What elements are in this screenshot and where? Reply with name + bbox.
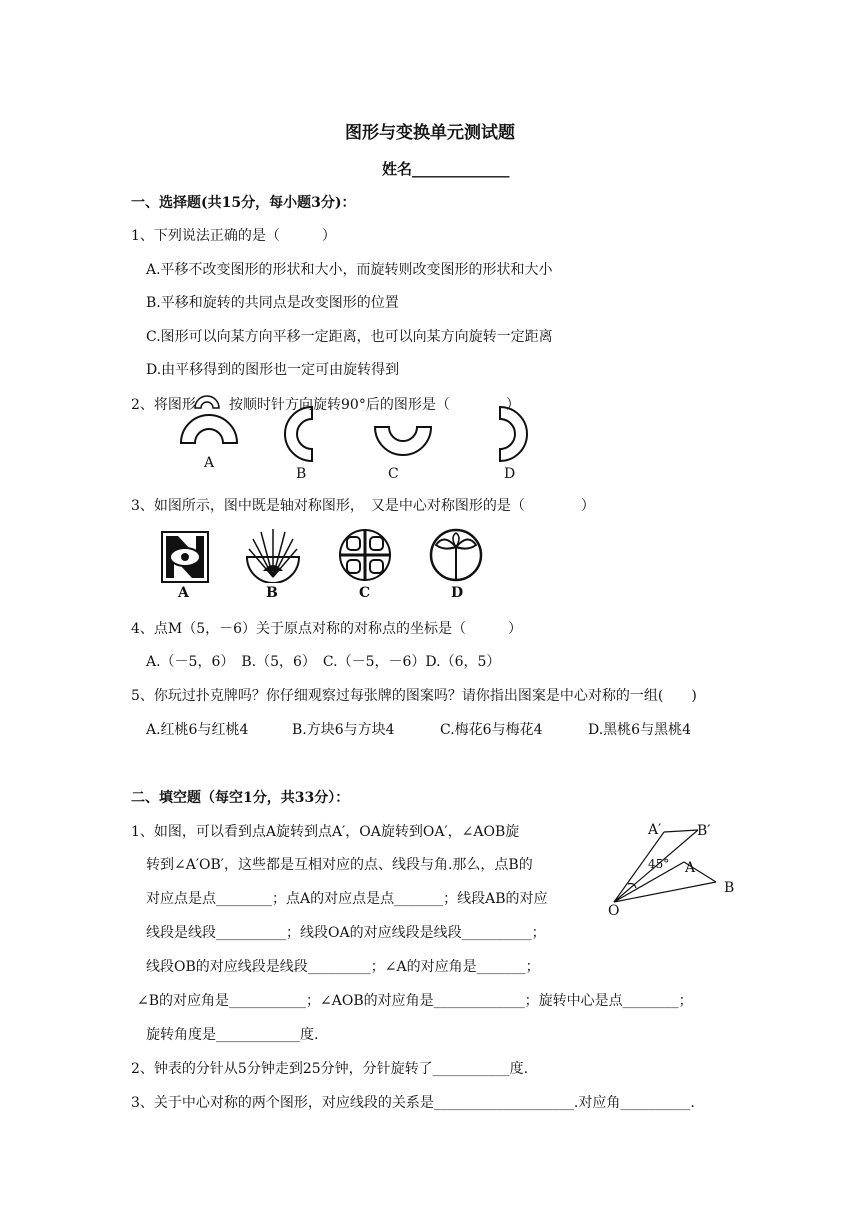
- q1-option-d: D.由平移得到的图形也一定可由旋转得到: [146, 362, 400, 378]
- s2-q3: 3、关于中心对称的两个图形，对应线段的关系是____________________.对应角__________.: [131, 1095, 695, 1111]
- q1-option-b: B.平移和旋转的共同点是改变图形的位置: [146, 295, 399, 311]
- q2-option-c-figure: [373, 425, 433, 457]
- q1-option-c: C.图形可以向某方向平移一定距离，也可以向某方向旋转一定距离: [146, 329, 553, 345]
- s2-q1-line-2: 转到∠A′OB′，这些都是互相对应的点、线段与角.那么，点B的: [146, 857, 533, 873]
- q4-options: A.（－5，6） B.（5，6） C.（－5，－6）D.（6，5）: [146, 654, 501, 670]
- q3-label-d: D: [451, 585, 464, 601]
- q3-label-c: C: [359, 585, 371, 601]
- q1-option-a: A.平移不改变图形的形状和大小，而旋转则改变图形的形状和大小: [146, 262, 553, 278]
- q5-option-c: C.梅花6与梅花4: [440, 722, 543, 738]
- s2-q1-line-5: 线段OB的对应线段是线段_________；∠A的对应角是_______；: [146, 959, 540, 975]
- fig-label-b-prime: B′: [697, 823, 711, 839]
- q2-option-d-figure: [498, 405, 528, 463]
- q2-stem-after: 按顺时针方向旋转90°后的图形是（ ）: [229, 397, 520, 413]
- q3-label-b: B: [266, 585, 278, 601]
- q5-option-b: B.方块6与方块4: [292, 722, 395, 738]
- q2-option-b-figure: [284, 405, 314, 463]
- q2-source-shape-figure: [193, 392, 221, 410]
- rotation-figure: [600, 818, 750, 918]
- s2-q1-line-3: 对应点是点________；点A的对应点是点_______；线段AB的对应: [146, 891, 548, 907]
- fig-label-o: O: [608, 903, 620, 919]
- q4-stem: 4、点M（5，－6）关于原点对称的对称点的坐标是（ ）: [131, 621, 523, 637]
- fig-label-a-prime: A′: [648, 822, 662, 838]
- section2-heading: 二、填空题（每空1分，共33分）：: [131, 790, 350, 806]
- q3-option-a-figure: [160, 530, 210, 584]
- q3-option-c-figure: [337, 527, 393, 583]
- s2-q1-line-4: 线段是线段__________；线段OA的对应线段是线段__________；: [146, 925, 546, 941]
- s2-q1-line-6: ∠B的对应角是___________；∠AOB的对应角是_____________；旋转中心是点________；: [137, 993, 693, 1009]
- q5-option-d: D.黑桃6与黑桃4: [588, 722, 691, 738]
- fig-label-angle: 45°: [648, 857, 670, 871]
- q3-label-a: A: [178, 585, 189, 601]
- name-field-label: 姓名_____________: [382, 160, 510, 178]
- page-title: 图形与变换单元测试题: [345, 123, 515, 143]
- s2-q2: 2、钟表的分针从5分钟走到25分钟，分针旋转了___________度.: [131, 1061, 529, 1077]
- q2-label-c: C: [388, 466, 399, 482]
- q2-stem-before: 2、将图形: [131, 397, 196, 413]
- q3-option-d-figure: [428, 527, 484, 583]
- s2-q1-line-1: 1、如图，可以看到点A旋转到点A′，OA旋转到OA′，∠AOB旋: [131, 824, 520, 840]
- q2-option-a-figure: [178, 413, 240, 445]
- q3-stem: 3、如图所示，图中既是轴对称图形， 又是中心对称图形的是（ ）: [131, 498, 595, 514]
- q1-stem: 1、下列说法正确的是（ ）: [131, 228, 336, 244]
- q2-label-b: B: [296, 466, 307, 482]
- section1-heading: 一、选择题(共15分，每小题3分)：: [131, 195, 356, 211]
- q2-label-a: A: [204, 455, 215, 471]
- q3-option-b-figure: [245, 527, 301, 583]
- fig-label-a: A: [685, 860, 696, 876]
- q2-label-d: D: [504, 466, 516, 482]
- q5-stem: 5、你玩过扑克牌吗？你仔细观察过每张牌的图案吗？请你指出图案是中心对称的一组( ): [131, 688, 697, 704]
- q5-option-a: A.红桃6与红桃4: [146, 722, 249, 738]
- s2-q1-line-7: 旋转角度是____________度.: [146, 1027, 319, 1043]
- fig-label-b: B: [724, 880, 735, 896]
